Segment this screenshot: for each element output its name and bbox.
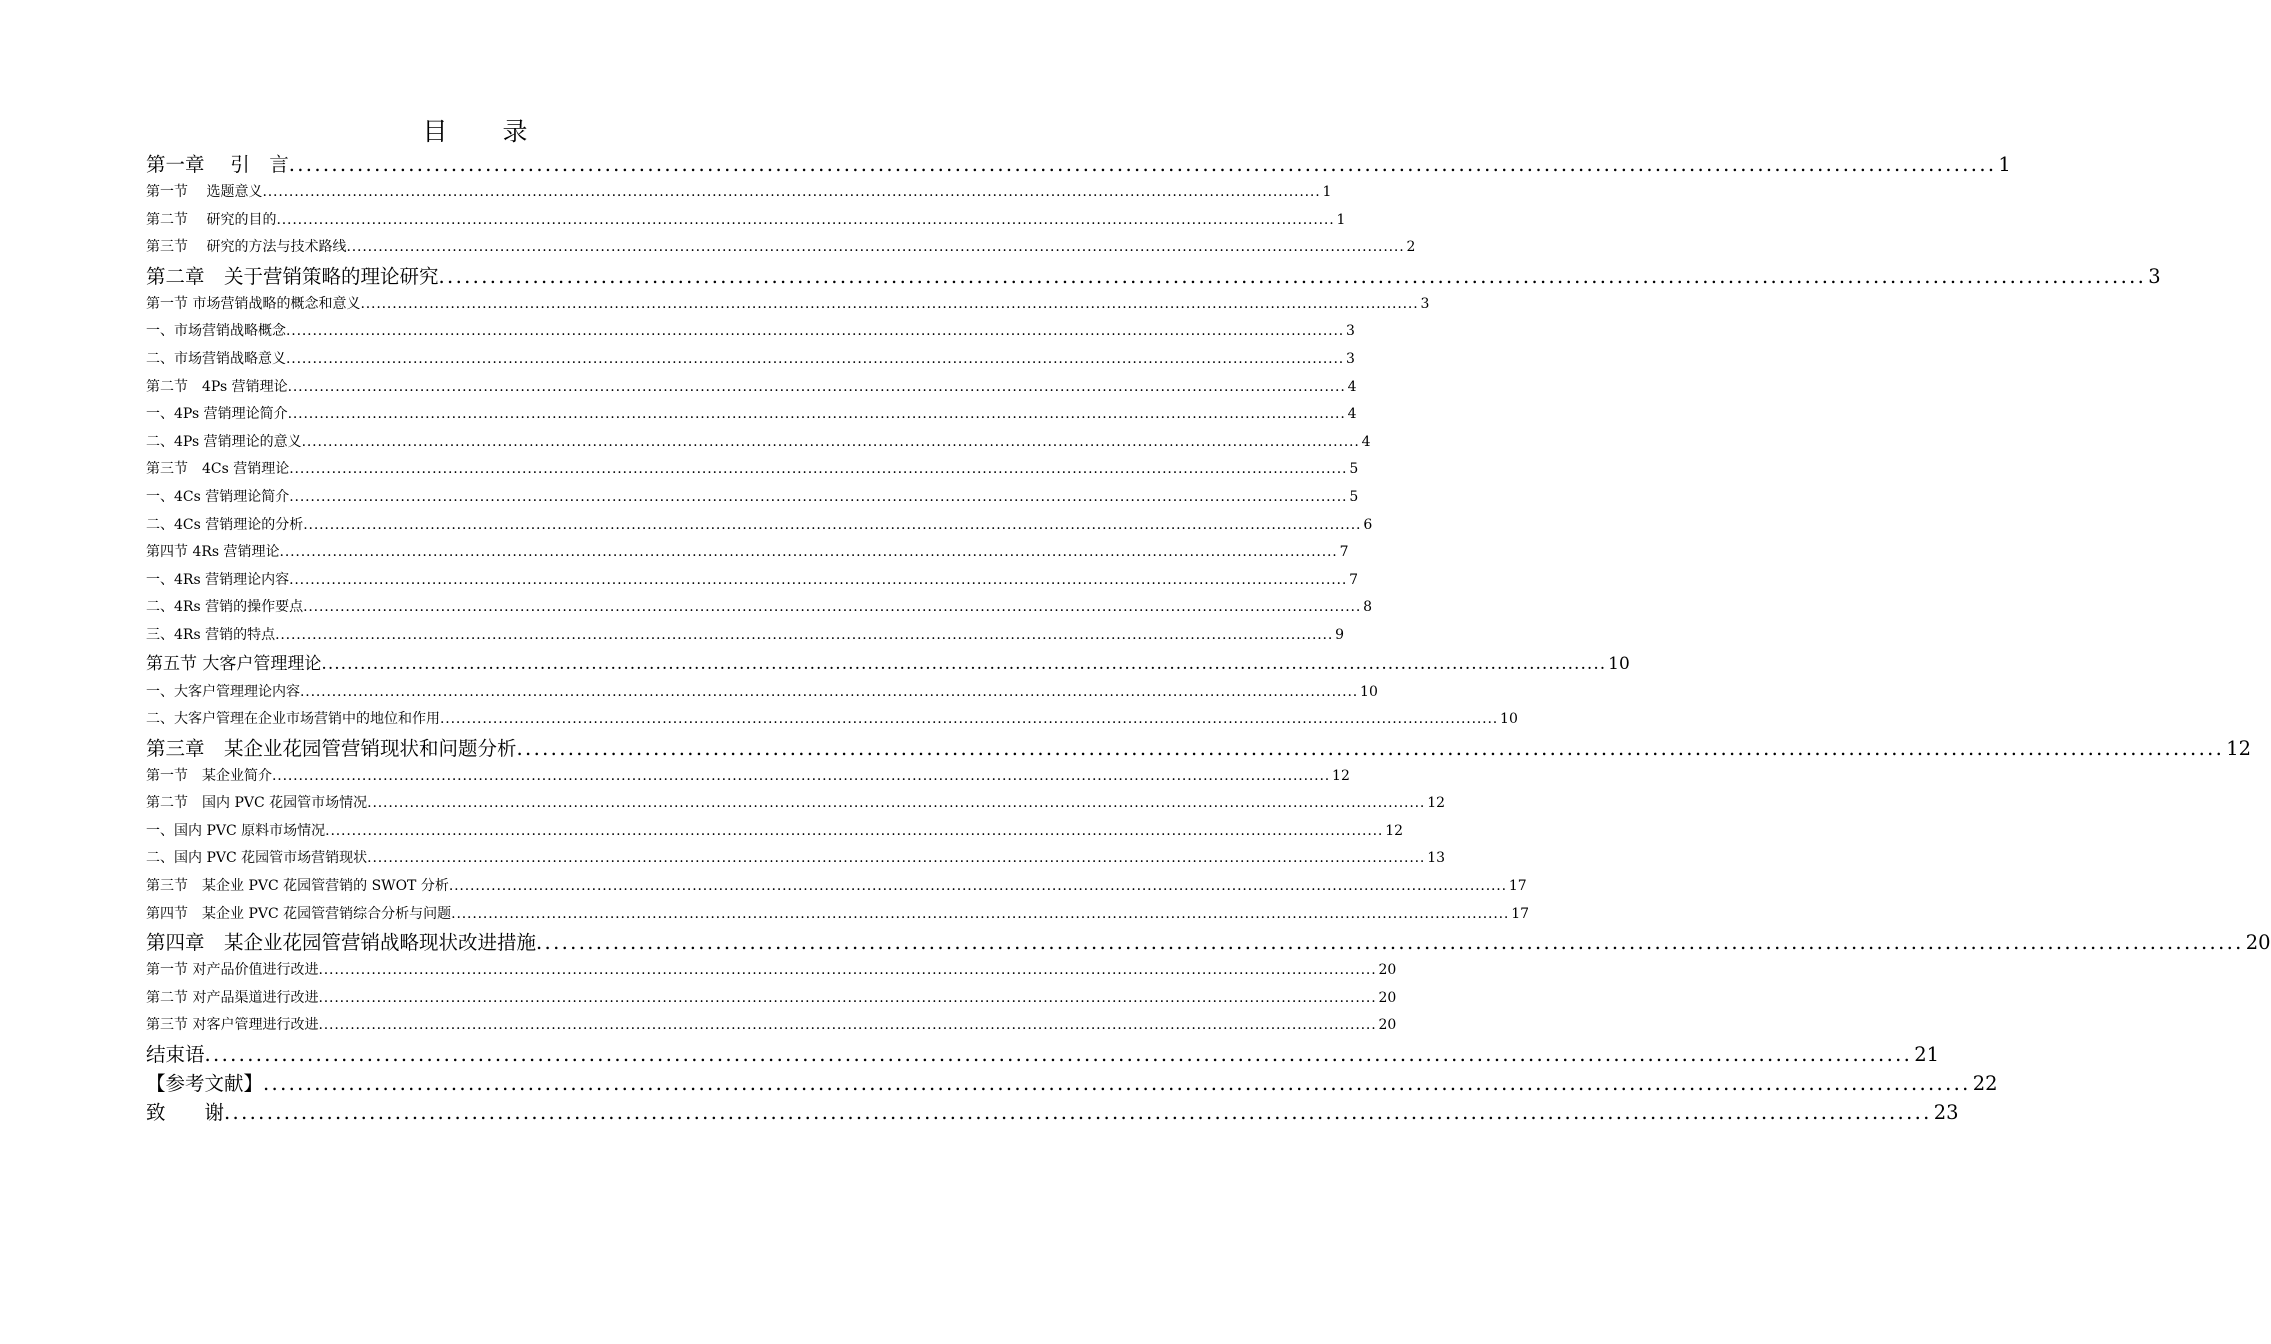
table-of-contents bbox=[146, 150, 2271, 1127]
toc-section-entry[interactable] bbox=[146, 706, 1518, 734]
toc-page-number: 3 bbox=[1420, 295, 1430, 312]
toc-section-entry[interactable] bbox=[146, 291, 1430, 319]
toc-page-number: 12 bbox=[1332, 767, 1350, 784]
dot-leader: ........................................................................................................................................................................................................ bbox=[303, 516, 1362, 533]
toc-entry-title: 【参考文献】 bbox=[146, 1072, 264, 1096]
toc-entry-title: 第一节 市场营销战略的概念和意义 bbox=[146, 295, 361, 312]
toc-entry-title: 结束语 bbox=[146, 1043, 205, 1067]
toc-entry-title: 一、市场营销战略概念 bbox=[146, 323, 286, 340]
toc-entry-title: 第一章 引 言 bbox=[146, 153, 289, 176]
dot-leader: ........................................................................................................................................................................................................ bbox=[303, 599, 1362, 616]
toc-entry-title: 第二节 研究的目的 bbox=[146, 211, 277, 228]
toc-entry-title: 一、国内 PVC 原料市场情况 bbox=[146, 822, 326, 839]
dot-leader: ........................................................................................................................................................................................................ bbox=[272, 767, 1331, 784]
toc-section-entry[interactable] bbox=[146, 790, 1446, 818]
toc-section-entry[interactable] bbox=[146, 763, 1350, 791]
toc-section-entry[interactable] bbox=[146, 567, 1359, 595]
dot-leader: ........................................................................................................................................................................................................ bbox=[204, 1043, 1913, 1067]
toc-page-number: 20 bbox=[1378, 989, 1397, 1006]
dot-leader: ........................................................................................................................................................................................................ bbox=[318, 989, 1377, 1006]
toc-entry-title: 第一节 某企业简介 bbox=[146, 767, 272, 784]
dot-leader: ........................................................................................................................................................................................................ bbox=[288, 153, 1997, 176]
toc-page-number: 17 bbox=[1511, 905, 1530, 922]
toc-chapter-entry[interactable] bbox=[146, 1040, 1940, 1069]
dot-leader: ........................................................................................................................................................................................................ bbox=[451, 905, 1510, 922]
toc-page-number: 23 bbox=[1933, 1101, 1959, 1125]
toc-entry-title: 第二章 关于营销策略的理论研究 bbox=[146, 264, 439, 288]
toc-section-entry[interactable] bbox=[146, 318, 1355, 346]
toc-page-number: 2 bbox=[1406, 239, 1416, 256]
toc-entry-title: 一、4Ps 营销理论简介 bbox=[146, 406, 288, 423]
toc-entry-title: 第四节 4Rs 营销理论 bbox=[146, 544, 280, 561]
toc-section-entry[interactable] bbox=[146, 234, 1416, 262]
toc-entry-title: 一、大客户管理理论内容 bbox=[146, 683, 300, 700]
dot-leader: ........................................................................................................................................................................................................ bbox=[300, 683, 1359, 700]
dot-leader: ........................................................................................................................................................................................................ bbox=[318, 1017, 1377, 1034]
toc-page-number: 6 bbox=[1363, 516, 1373, 533]
toc-section-entry[interactable] bbox=[146, 456, 1359, 484]
toc-section-entry[interactable] bbox=[146, 346, 1355, 374]
toc-section-entry[interactable] bbox=[146, 484, 1359, 512]
dot-leader: ........................................................................................................................................................................................................ bbox=[536, 931, 2244, 955]
toc-entry-title: 第二节 对产品渠道进行改进 bbox=[146, 989, 319, 1006]
dot-leader: ........................................................................................................................................................................................................ bbox=[346, 239, 1405, 256]
toc-entry-title: 二、4Rs 营销的操作要点 bbox=[146, 599, 304, 616]
toc-page-number: 10 bbox=[1360, 683, 1378, 700]
toc-page-number: 13 bbox=[1427, 850, 1446, 867]
dot-leader: ........................................................................................................................................................................................................ bbox=[224, 1101, 1932, 1125]
toc-entry-title: 第四节 某企业 PVC 花园管营销综合分析与问题 bbox=[146, 905, 452, 922]
toc-page-number: 21 bbox=[1914, 1043, 1940, 1067]
toc-page-number: 5 bbox=[1349, 488, 1359, 505]
toc-page-number: 1 bbox=[1322, 184, 1332, 200]
toc-section-entry[interactable] bbox=[146, 594, 1373, 622]
toc-section-entry[interactable] bbox=[146, 679, 1378, 707]
toc-section-entry[interactable] bbox=[146, 957, 1397, 985]
toc-chapter-entry[interactable] bbox=[146, 928, 2271, 957]
toc-chapter-entry[interactable] bbox=[146, 734, 2252, 763]
toc-title: 目 录 bbox=[422, 117, 543, 146]
toc-chapter-entry[interactable] bbox=[146, 1098, 1959, 1127]
toc-entry-title: 第三节 研究的方法与技术路线 bbox=[146, 239, 347, 256]
toc-page-number: 10 bbox=[1500, 711, 1518, 728]
dot-leader: ........................................................................................................................................................................................................ bbox=[440, 711, 1499, 728]
toc-page-number: 9 bbox=[1335, 626, 1345, 643]
dot-leader: ........................................................................................................................................................................................................ bbox=[279, 544, 1338, 561]
toc-page-number: 17 bbox=[1508, 878, 1527, 895]
toc-page-number: 1 bbox=[1998, 153, 2011, 176]
toc-page-number: 7 bbox=[1339, 544, 1349, 561]
dot-leader: ........................................................................................................................................................................................................ bbox=[289, 571, 1348, 588]
toc-page-number: 5 bbox=[1349, 461, 1359, 478]
toc-page-number: 22 bbox=[1972, 1072, 1998, 1096]
toc-section-entry[interactable] bbox=[146, 512, 1373, 540]
toc-entry-title: 第二节 4Ps 营销理论 bbox=[146, 378, 288, 395]
dot-leader: ........................................................................................................................................................................................................ bbox=[262, 184, 1321, 200]
toc-page-number: 12 bbox=[1427, 795, 1446, 812]
toc-page-number: 1 bbox=[1336, 211, 1346, 228]
toc-entry-title: 一、4Rs 营销理论内容 bbox=[146, 571, 290, 588]
dot-leader: ........................................................................................................................................................................................................ bbox=[275, 626, 1334, 643]
toc-section-entry[interactable] bbox=[146, 901, 1530, 929]
toc-entry-title: 第三章 某企业花园管营销现状和问题分析 bbox=[146, 736, 517, 760]
dot-leader: ........................................................................................................................................................................................................ bbox=[321, 653, 1607, 674]
dot-leader: ........................................................................................................................................................................................................ bbox=[325, 822, 1384, 839]
toc-page-number: 10 bbox=[1608, 653, 1630, 674]
toc-page-number: 8 bbox=[1363, 599, 1373, 616]
dot-leader: ........................................................................................................................................................................................................ bbox=[286, 350, 1345, 367]
dot-leader: ........................................................................................................................................................................................................ bbox=[360, 295, 1419, 312]
toc-page-number: 4 bbox=[1347, 378, 1357, 395]
toc-entry-title: 第三节 4Cs 营销理论 bbox=[146, 461, 290, 478]
dot-leader: ........................................................................................................................................................................................................ bbox=[263, 1072, 1971, 1096]
toc-page-number: 4 bbox=[1361, 433, 1371, 450]
toc-entry-title: 第五节 大客户管理理论 bbox=[146, 653, 322, 674]
toc-entry-title: 三、4Rs 营销的特点 bbox=[146, 626, 276, 643]
toc-entry-title: 二、市场营销战略意义 bbox=[146, 350, 286, 367]
dot-leader: ........................................................................................................................................................................................................ bbox=[516, 736, 2225, 760]
toc-page-number: 3 bbox=[1346, 350, 1355, 367]
dot-leader: ........................................................................................................................................................................................................ bbox=[448, 878, 1507, 895]
dot-leader: ........................................................................................................................................................................................................ bbox=[276, 211, 1335, 228]
toc-section-entry[interactable] bbox=[146, 845, 1446, 873]
toc-section-entry[interactable] bbox=[146, 539, 1349, 567]
toc-entry-title: 致 谢 bbox=[146, 1101, 225, 1125]
dot-leader: ........................................................................................................................................................................................................ bbox=[287, 378, 1346, 395]
toc-page-number: 20 bbox=[1378, 962, 1397, 979]
toc-entry-title: 一、4Cs 营销理论简介 bbox=[146, 488, 290, 505]
toc-entry-title: 第三节 某企业 PVC 花园管营销的 SWOT 分析 bbox=[146, 878, 449, 895]
toc-section-entry[interactable] bbox=[146, 207, 1346, 235]
toc-page-number: 3 bbox=[2148, 264, 2161, 288]
toc-entry-title: 第三节 对客户管理进行改进 bbox=[146, 1017, 319, 1034]
toc-section-entry[interactable] bbox=[146, 401, 1357, 429]
dot-leader: ........................................................................................................................................................................................................ bbox=[286, 323, 1345, 340]
toc-section-entry[interactable] bbox=[146, 873, 1527, 901]
toc-section-entry[interactable] bbox=[146, 818, 1404, 846]
toc-entry-title: 第一节 对产品价值进行改进 bbox=[146, 962, 319, 979]
dot-leader: ........................................................................................................................................................................................................ bbox=[367, 795, 1426, 812]
toc-entry-title: 第一节 选题意义 bbox=[146, 184, 263, 200]
toc-section-entry[interactable] bbox=[146, 429, 1371, 457]
dot-leader: ........................................................................................................................................................................................................ bbox=[301, 433, 1360, 450]
toc-page-number: 20 bbox=[2245, 931, 2271, 955]
toc-page-number: 20 bbox=[1378, 1017, 1397, 1034]
toc-entry-title: 第二节 国内 PVC 花园管市场情况 bbox=[146, 795, 368, 812]
toc-entry-title: 二、国内 PVC 花园管市场营销现状 bbox=[146, 850, 368, 867]
toc-entry-title: 第四章 某企业花园管营销战略现状改进措施 bbox=[146, 931, 537, 955]
toc-page-number: 4 bbox=[1347, 406, 1357, 423]
toc-page-number: 3 bbox=[1346, 323, 1355, 340]
toc-entry-title: 二、大客户管理在企业市场营销中的地位和作用 bbox=[146, 711, 440, 728]
toc-section-entry[interactable] bbox=[146, 374, 1357, 402]
toc-page-number: 7 bbox=[1349, 571, 1359, 588]
toc-section-entry[interactable] bbox=[146, 650, 1630, 679]
dot-leader: ........................................................................................................................................................................................................ bbox=[438, 264, 2147, 288]
toc-section-entry[interactable] bbox=[146, 1012, 1397, 1040]
toc-section-entry[interactable] bbox=[146, 622, 1345, 650]
toc-section-entry[interactable] bbox=[146, 179, 1332, 207]
dot-leader: ........................................................................................................................................................................................................ bbox=[318, 962, 1377, 979]
dot-leader: ........................................................................................................................................................................................................ bbox=[367, 850, 1426, 867]
toc-chapter-entry[interactable] bbox=[146, 1069, 1998, 1098]
toc-section-entry[interactable] bbox=[146, 985, 1397, 1013]
dot-leader: ........................................................................................................................................................................................................ bbox=[287, 406, 1346, 423]
dot-leader: ........................................................................................................................................................................................................ bbox=[289, 461, 1348, 478]
toc-chapter-entry[interactable] bbox=[146, 150, 2011, 179]
toc-entry-title: 二、4Cs 营销理论的分析 bbox=[146, 516, 304, 533]
toc-page-number: 12 bbox=[1385, 822, 1404, 839]
dot-leader: ........................................................................................................................................................................................................ bbox=[289, 488, 1348, 505]
toc-chapter-entry[interactable] bbox=[146, 262, 2161, 291]
toc-page-number: 12 bbox=[2226, 736, 2252, 760]
toc-entry-title: 二、4Ps 营销理论的意义 bbox=[146, 433, 302, 450]
